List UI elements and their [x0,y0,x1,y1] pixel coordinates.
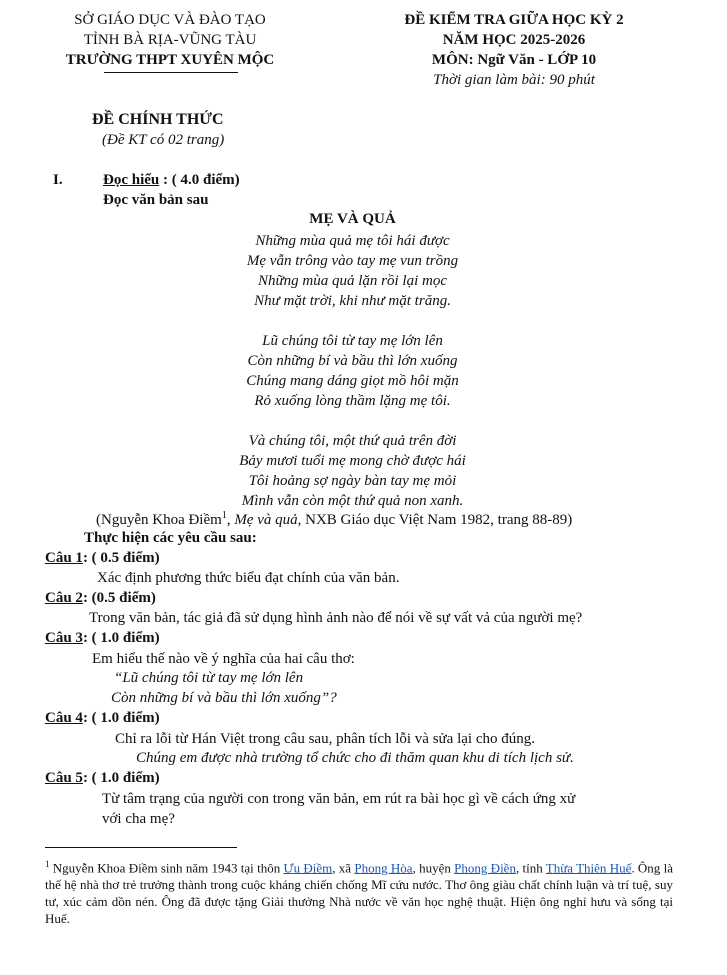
poem-line: Lũ chúng tôi từ tay mẹ lớn lên [262,333,443,349]
official-title: ĐỀ CHÍNH THỨC [92,111,224,128]
footnote-ref[interactable]: 1 [221,510,227,521]
footnote-text-2: , xã [332,860,355,876]
header-exam: ĐỀ KIỂM TRA GIỮA HỌC KỲ 2 [404,12,624,28]
section-heading-points: : ( 4.0 điểm) [159,172,240,188]
footnote-text-3: , huyện [412,860,455,876]
question-1-text: Xác định phương thức biểu đạt chính của văn bản. [97,570,400,586]
footnote [45,856,673,927]
poem-line: Chúng mang dáng giọt mồ hôi mặn [246,373,459,389]
link-thua-thien-hue[interactable]: Thừa Thiên Huế [545,860,632,876]
question-points: : ( 1.0 điểm) [82,630,160,646]
section-instruction: Đọc văn bản sau [103,192,209,208]
source-title: Mẹ và quả [234,512,298,528]
link-phong-hoa[interactable]: Phong Hòa [354,860,413,876]
footnote-text-4: , tỉnh [515,860,546,876]
header-school: TRƯỜNG THPT XUYÊN MỘC [65,52,275,68]
poem-line: Còn những bí và bầu thì lớn xuống [247,353,458,369]
question-label: Câu 2 [45,590,83,606]
question-4-sentence: Chúng em được nhà trường tổ chức cho đi thăm quan khu di tích lịch sử. [136,750,574,766]
header-time: Thời gian làm bài: 90 phút [433,72,595,88]
header-subject: MÔN: Ngữ Văn - LỚP 10 [431,52,597,68]
question-4-text: Chỉ ra lỗi từ Hán Việt trong câu sau, phân tích lỗi và sửa lại cho đúng. [115,731,535,747]
poem-stanza-3 [0,431,705,511]
question-label: Câu 4 [45,710,83,726]
poem-stanza-2 [0,331,705,411]
link-uu-diem[interactable]: Ưu Điềm [283,860,333,876]
poem-line: Và chúng tôi, một thứ quả trên đời [248,433,457,449]
header-province: TỈNH BÀ RỊA-VŨNG TÀU [83,32,257,48]
section-heading [103,172,240,189]
poem-line: Mẹ vẫn trông vào tay mẹ vun trồng [246,253,459,269]
question-points: : ( 0.5 điểm) [82,550,160,566]
question-3-title [45,630,160,647]
section-heading-label: Đọc hiểu [103,172,160,188]
question-label: Câu 5 [45,770,83,786]
header-year: NĂM HỌC 2025-2026 [442,32,586,48]
question-5-text-2: với cha mẹ? [102,811,175,827]
header-underline [104,72,238,73]
question-5-title [45,770,160,787]
poem-line: Mình vẫn còn một thứ quả non xanh. [241,493,464,509]
question-5-text-1: Từ tâm trạng của người con trong văn bản, em rút ra bài học gì về cách ứng xử [102,791,576,807]
link-phong-dien[interactable]: Phong Điền [454,860,516,876]
question-label: Câu 1 [45,550,83,566]
source-rest: , NXB Giáo dục Việt Nam 1982, trang 88-89) [297,512,573,528]
question-label: Câu 3 [45,630,83,646]
question-points: : ( 1.0 điểm) [82,770,160,786]
poem-line: Bảy mươi tuổi mẹ mong chờ được hái [239,453,466,469]
header-dept: SỞ GIÁO DỤC VÀ ĐÀO TẠO [74,12,266,28]
question-3-quote-1: “Lũ chúng tôi từ tay mẹ lớn lên [114,670,304,686]
footnote-marker: 1 [45,859,50,869]
poem-stanza-1 [0,231,705,311]
question-3-quote-2: Còn những bí và bầu thì lớn xuống”? [111,690,337,706]
poem-line: Như mặt trời, khi như mặt trăng. [254,293,451,309]
question-2-title [45,590,156,607]
question-3-text: Em hiểu thế nào về ý nghĩa của hai câu thơ: [92,651,355,667]
poem-line: Những mùa quả mẹ tôi hái được [255,233,450,249]
question-1-title [45,550,160,567]
poem-source [96,510,572,529]
official-pages: (Đề KT có 02 trang) [102,132,225,148]
question-points: : ( 1.0 điểm) [82,710,160,726]
poem-line: Rỏ xuống lòng thầm lặng mẹ tôi. [254,393,451,409]
poem-line: Những mùa quả lặn rồi lại mọc [257,273,448,289]
source-sep: , [226,512,235,528]
poem-line: Tôi hoảng sợ ngày bàn tay mẹ mỏi [248,473,457,489]
question-points: : (0.5 điểm) [82,590,156,606]
question-4-title [45,710,160,727]
footnote-text-1: Nguyễn Khoa Điềm sinh năm 1943 tại thôn [49,860,284,876]
section-numeral: I. [53,172,63,188]
poem-title: MẸ VÀ QUẢ [309,211,396,227]
footnote-text-5: . Ông là thế hệ nhà thơ trẻ trưởng thành trong cuộc kháng chiến chống Mĩ cứu nước. Thơ ông giàu chất chính luận và trí tuệ, suy tư, xúc cảm dồn nén. Ông đã được tặng Giải thưởng Nhà nước về văn học nghệ thuật. Hiện ông nghỉ hưu và sống tại Huế. [45,860,673,927]
question-2-text: Trong văn bản, tác giả đã sử dụng hình ảnh nào để nói về sự vất vả của người mẹ? [89,610,583,626]
task-heading: Thực hiện các yêu cầu sau: [84,530,257,546]
footnote-separator [45,847,237,848]
source-author: (Nguyễn Khoa Điềm [96,512,222,528]
